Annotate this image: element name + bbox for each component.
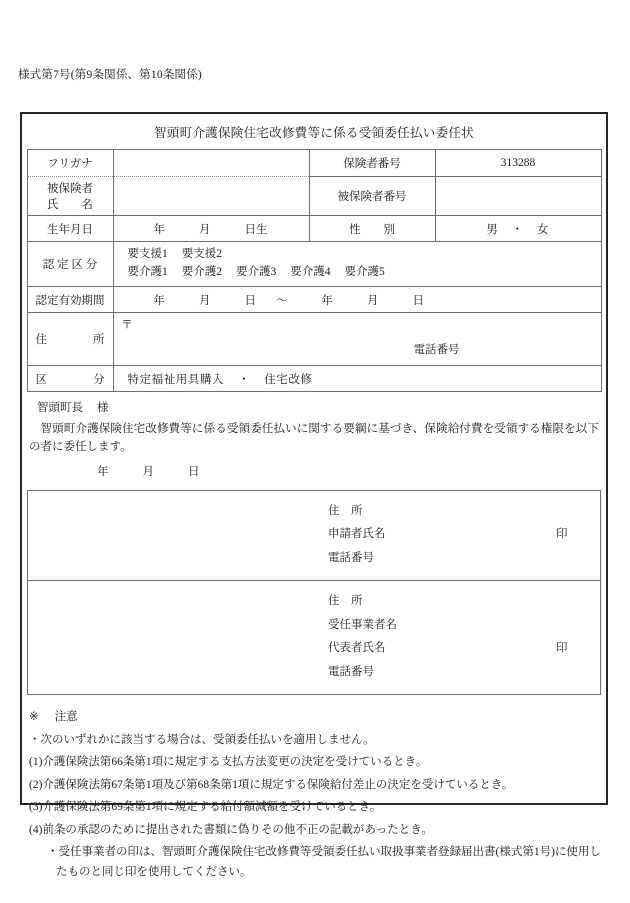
applicant-block-row: [28, 490, 601, 581]
agent-tel-label: 電話番号: [328, 665, 374, 678]
agent-business-name-row[interactable]: [328, 614, 600, 638]
birthdate-month: 月: [199, 223, 211, 236]
agent-tel-row[interactable]: [328, 661, 600, 685]
note-item: (1)介護保険法第66条第1項に規定する支払方法変更の決定を受けているとき。: [29, 756, 428, 769]
table-row: [27, 150, 601, 177]
notes-lead: ・次のいずれかに該当する場合は、受領委任払いを適用しません。: [29, 733, 375, 746]
notes-title: 注意: [54, 711, 78, 724]
applicant-address-label: 住 所: [328, 504, 363, 517]
insured-name-input[interactable]: [113, 177, 309, 216]
certification-option[interactable]: 要介護2: [181, 266, 222, 278]
insured-number-label: 被保険者番号: [309, 177, 435, 216]
submission-date-line[interactable]: [27, 457, 601, 486]
agent-address-row[interactable]: [328, 590, 600, 614]
agent-address-label: 住 所: [328, 595, 363, 608]
notes-final: [27, 841, 601, 883]
body-section: [27, 392, 601, 486]
valid-period-tilde: ～: [276, 294, 288, 307]
birthdate-input[interactable]: [113, 216, 309, 242]
valid-period-from-day: 日: [244, 294, 256, 307]
birthdate-year: 年: [153, 223, 165, 236]
agent-seal-label: 印: [556, 642, 568, 655]
note-item: (4)前条の承認のために提出された書類に偽りその他不正の記載があったとき。: [29, 823, 433, 836]
applicant-address-row[interactable]: [328, 500, 600, 524]
applicant-name-row[interactable]: [328, 523, 600, 547]
category-option-renovation[interactable]: 住宅改修: [264, 373, 313, 386]
valid-period-to-month: 月: [367, 294, 379, 307]
agent-representative-row[interactable]: [328, 637, 600, 661]
insured-number-boxes[interactable]: [435, 177, 601, 216]
addressee-name: 智頭町長: [37, 402, 83, 414]
applicant-tel-row[interactable]: [328, 547, 600, 571]
signature-table: [27, 490, 601, 696]
category-label: 区 分: [27, 366, 113, 392]
certification-row-shien[interactable]: [128, 246, 601, 264]
address-tel-label: 電話番号: [413, 344, 460, 356]
valid-period-input[interactable]: [113, 287, 601, 313]
table-row: [27, 366, 601, 392]
note-item: (3)介護保険法第69条第1項に規定する給付額減額を受けているとき。: [29, 801, 382, 814]
certification-option[interactable]: 要支援2: [181, 248, 222, 261]
insured-info-table: [27, 149, 602, 392]
birthdate-label: 生年月日: [27, 216, 113, 242]
certification-row-kaigo[interactable]: [128, 264, 601, 282]
table-row: [27, 177, 601, 216]
gender-options[interactable]: 男 ・ 女: [435, 216, 601, 242]
table-row: [27, 216, 601, 242]
address-label: 住 所: [27, 313, 113, 366]
document-frame: [20, 112, 608, 878]
applicant-name-label: 申請者氏名: [328, 528, 386, 541]
insured-name-label-line1: 被保険者: [47, 183, 93, 195]
notes-mark-icon: ※: [29, 711, 39, 724]
page-title: 智頭町介護保険住宅改修費等に係る受領委任払い委任状: [153, 126, 474, 140]
table-row: [27, 313, 601, 366]
notes-section: [27, 695, 601, 882]
note-item: (2)介護保険法第67条第1項及び第68条第1項に規定する保険給付差止の決定を受けているとき。: [29, 778, 514, 791]
insured-name-label-line2: 氏 名: [47, 199, 93, 211]
insurer-number-label: 保険者番号: [309, 150, 435, 177]
valid-period-from-month: 月: [199, 294, 211, 307]
agent-representative-label: 代表者氏名: [328, 642, 386, 655]
certification-option[interactable]: 要支援1: [127, 248, 168, 261]
agent-block[interactable]: [28, 581, 601, 695]
furigana-input[interactable]: [113, 150, 309, 177]
table-row: [27, 287, 601, 313]
valid-period-label: 認定有効期間: [27, 287, 113, 313]
insured-name-label: [27, 177, 113, 216]
table-row: [27, 242, 601, 287]
valid-period-from-year: 年: [153, 294, 165, 307]
certification-option[interactable]: 要介護3: [236, 266, 277, 278]
applicant-tel-label: 電話番号: [328, 551, 374, 564]
body-paragraph: 智頭町介護保険住宅改修費等に係る受領委任払いに関する要綱に基づき、保険給付費を受領する権限を以下の者に委任します。: [29, 422, 599, 454]
gender-label: 性 別: [309, 216, 435, 242]
insurer-number-value: 313288: [435, 150, 601, 177]
agent-business-name-label: 受任事業者名: [328, 618, 397, 631]
addressee-honorific: 様: [97, 402, 109, 414]
applicant-seal-label: 印: [556, 528, 568, 541]
form-number: 様式第7号(第9条関係、第10条関係): [18, 69, 202, 81]
submission-date-day: 日: [188, 465, 200, 478]
submission-date-year: 年: [97, 465, 109, 478]
furigana-label: フリガナ: [27, 150, 113, 177]
address-input[interactable]: [113, 313, 601, 366]
submission-date-month: 月: [142, 465, 154, 478]
valid-period-to-year: 年: [321, 294, 333, 307]
category-option-equipment[interactable]: 特定福祉用具購入: [127, 373, 225, 386]
valid-period-to-day: 日: [412, 294, 424, 307]
notes-heading: [27, 706, 601, 728]
notes-final-line1: ・受任事業者の印は、智頭町介護保険住宅改修費等受領委任払い取扱事業者登録届出書(様式第1号)に使用し: [47, 845, 601, 858]
category-options[interactable]: [113, 366, 601, 392]
certification-option[interactable]: 要介護4: [290, 266, 331, 278]
agent-block-row: [28, 581, 601, 695]
postal-mark-icon: 〒: [121, 319, 133, 331]
notes-final-line2: たものと同じ印を使用してください。: [56, 865, 252, 878]
addressee-line: [27, 392, 601, 420]
birthdate-day: 日生: [244, 223, 268, 236]
certification-option[interactable]: 要介護5: [344, 266, 385, 278]
certification-label: 認 定 区 分: [27, 242, 113, 287]
applicant-block[interactable]: [28, 490, 601, 581]
category-separator: ・: [238, 373, 251, 386]
certification-option[interactable]: 要介護1: [127, 266, 168, 278]
certification-options[interactable]: [113, 242, 601, 287]
